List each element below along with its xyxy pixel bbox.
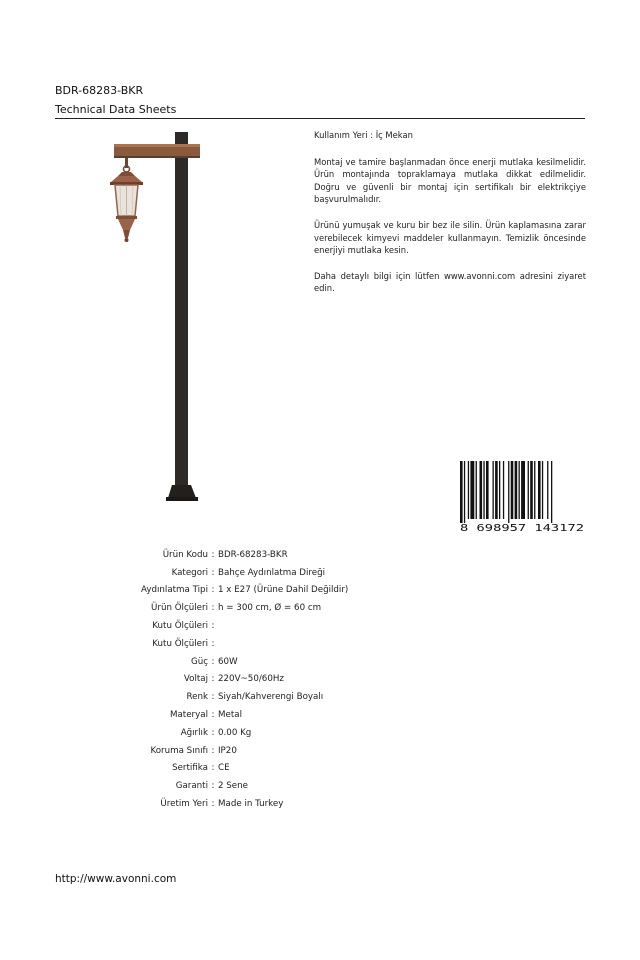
- spec-row: [80, 688, 480, 706]
- spec-row: [80, 777, 480, 795]
- spec-separator: :: [211, 638, 215, 649]
- spec-value: 0.00 Kg: [218, 727, 252, 738]
- header-divider: [55, 118, 585, 119]
- spec-separator: :: [211, 799, 215, 810]
- spec-row: [80, 635, 480, 653]
- spec-row: [80, 724, 480, 742]
- barcode-digits: 8 698957 143172: [460, 523, 584, 534]
- barcode-bar: [538, 461, 541, 519]
- spec-separator: :: [211, 727, 215, 738]
- barcode-bars: [460, 461, 552, 523]
- spec-separator: :: [211, 710, 215, 721]
- barcode-bar: [460, 461, 463, 523]
- spec-row: [80, 599, 480, 617]
- spec-row: [80, 653, 480, 671]
- spec-value: 2 Sene: [218, 781, 248, 792]
- spec-label: Materyal: [169, 710, 208, 721]
- barcode-bar: [495, 461, 498, 519]
- barcode-bar: [547, 461, 548, 519]
- spec-row: [80, 564, 480, 582]
- barcode-bar: [486, 461, 489, 519]
- spec-row: [80, 760, 480, 778]
- spec-row: [80, 742, 480, 760]
- product-notes: [314, 129, 586, 308]
- barcode: [460, 461, 586, 535]
- spec-value: 220V~50/60Hz: [218, 674, 284, 685]
- spec-separator: :: [211, 621, 215, 632]
- spec-value: BDR-68283-BKR: [218, 549, 288, 560]
- spec-row: [80, 671, 480, 689]
- lantern-cap: [111, 176, 142, 182]
- barcode-bar: [515, 461, 518, 519]
- barcode-bar: [551, 461, 552, 523]
- cleaning-note: Ürünü yumuşak ve kuru bir bez ile silin. Ürün kaplamasına zarar verebilecek kimyevi maddeler kullanmayın. Temizlik öncesinde enerjiyi mutlaka kesin.: [314, 219, 586, 256]
- barcode-bar: [521, 461, 525, 519]
- barcode-bar: [476, 461, 477, 519]
- barcode-bar: [519, 461, 520, 519]
- barcode-bar: [503, 461, 504, 519]
- spec-separator: :: [211, 585, 215, 596]
- spec-label: Garanti: [175, 781, 208, 792]
- spec-separator: :: [211, 656, 215, 667]
- barcode-bar: [511, 461, 514, 519]
- barcode-bar: [499, 461, 500, 519]
- footer-url[interactable]: http://www.avonni.com: [55, 873, 177, 885]
- barcode-bar: [528, 461, 529, 519]
- info-note: Daha detaylı bilgi için lütfen www.avonni.com adresini ziyaret edin.: [314, 270, 586, 294]
- spec-label: Aydınlatma Tipi: [140, 585, 208, 596]
- pole-base: [168, 485, 196, 498]
- spec-separator: :: [211, 745, 215, 756]
- spec-value: 60W: [218, 656, 238, 667]
- spec-row: [80, 706, 480, 724]
- spec-separator: :: [211, 567, 215, 578]
- spec-label: Güç: [190, 656, 208, 667]
- spec-separator: :: [211, 674, 215, 685]
- spec-separator: :: [211, 549, 215, 560]
- barcode-bar: [468, 461, 469, 519]
- spec-table: [80, 546, 480, 813]
- doc-title: Technical Data Sheets: [55, 103, 177, 116]
- spec-row: [80, 582, 480, 600]
- spec-value: Siyah/Kahverengi Boyalı: [218, 692, 324, 703]
- spec-value: h = 300 cm, Ø = 60 cm: [218, 603, 322, 614]
- barcode-bar: [464, 461, 465, 523]
- spec-label: Koruma Sınıfı: [150, 745, 208, 756]
- product-code-heading: BDR-68283-BKR: [55, 84, 144, 97]
- spec-separator: :: [211, 692, 215, 703]
- spec-label: Ürün Ölçüleri: [151, 603, 208, 614]
- spec-value: CE: [218, 763, 230, 774]
- spec-row: [80, 546, 480, 564]
- spec-label: Renk: [186, 692, 208, 703]
- spec-value: 1 x E27 (Ürüne Dahil Değildir): [218, 585, 349, 596]
- product-image: [108, 130, 204, 506]
- spec-label: Voltaj: [183, 674, 208, 685]
- barcode-bar: [542, 461, 543, 519]
- barcode-bar: [534, 461, 535, 519]
- spec-row: [80, 617, 480, 635]
- spec-label: Kategori: [171, 567, 208, 578]
- spec-value: Metal: [218, 710, 242, 721]
- spec-row: [80, 795, 480, 813]
- spec-label: Ağırlık: [180, 727, 208, 738]
- usage-note: Kullanım Yeri : İç Mekan: [314, 130, 413, 140]
- safety-note: Montaj ve tamire başlanmadan önce enerji mutlaka kesilmelidir. Ürün montajında topraklamaya mutlaka dikkat edilmelidir. Doğru ve güvenli bir montaj için sertifikalı bir elektrikçiye başvurulmalıdır.: [314, 156, 586, 205]
- barcode-bar: [470, 461, 474, 519]
- barcode-bar: [530, 461, 533, 519]
- barcode-bar: [480, 461, 483, 519]
- pole: [175, 132, 188, 492]
- spec-label: Ürün Kodu: [162, 549, 208, 560]
- spec-label: Üretim Yeri: [160, 799, 208, 810]
- spec-value: Bahçe Aydınlatma Direği: [218, 567, 326, 578]
- spec-separator: :: [211, 763, 215, 774]
- spec-label: Kutu Ölçüleri: [152, 638, 208, 649]
- spec-value: Made in Turkey: [218, 799, 284, 810]
- spec-separator: :: [211, 603, 215, 614]
- spec-separator: :: [211, 781, 215, 792]
- spec-label: Sertifika: [172, 763, 208, 774]
- barcode-bar: [508, 461, 509, 523]
- spec-label: Kutu Ölçüleri: [152, 621, 208, 632]
- spec-value: IP20: [218, 745, 237, 756]
- barcode-bar: [493, 461, 494, 519]
- barcode-bar: [483, 461, 484, 519]
